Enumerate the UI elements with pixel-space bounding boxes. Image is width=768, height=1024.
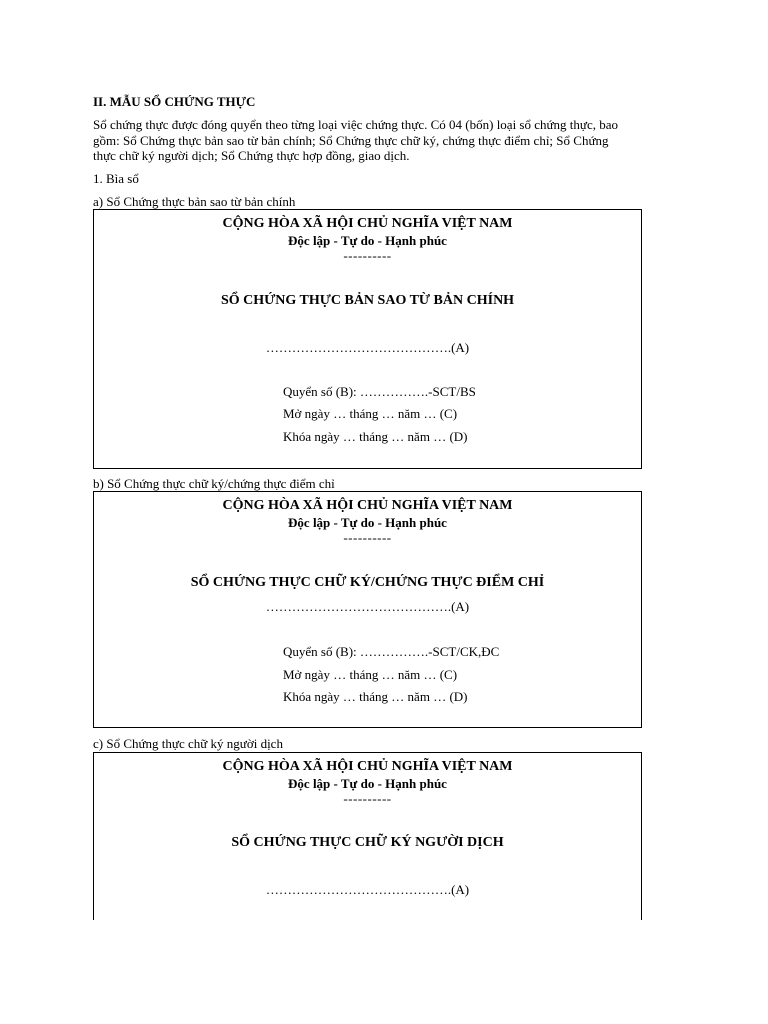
form-a-nation-header: CỘNG HÒA XÃ HỘI CHỦ NGHĨA VIỆT NAM — [222, 216, 513, 231]
form-a-book-title: SỔ CHỨNG THỰC BẢN SAO TỪ BẢN CHÍNH — [220, 293, 515, 308]
form-a-name-line: …………………………………….(A) — [265, 340, 470, 355]
form-b-close-date: Khóa ngày … tháng … năm … (D) — [283, 689, 468, 704]
form-b-caption: b) Sổ Chứng thực chữ ký/chứng thực điểm chỉ — [93, 476, 335, 491]
form-b-book-title: SỔ CHỨNG THỰC CHỮ KÝ/CHỨNG THỰC ĐIỂM CHỈ — [190, 575, 545, 590]
form-c-caption: c) Sổ Chứng thực chữ ký người dịch — [93, 736, 283, 751]
form-c-motto: Độc lập - Tự do - Hạnh phúc — [288, 776, 447, 791]
form-b-motto: Độc lập - Tự do - Hạnh phúc — [288, 515, 447, 530]
form-a-open-date: Mở ngày … tháng … năm … (C) — [283, 406, 458, 421]
form-a-cover-box — [93, 209, 642, 469]
form-a-close-date: Khóa ngày … tháng … năm … (D) — [283, 429, 468, 444]
form-b-open-date: Mở ngày … tháng … năm … (C) — [283, 667, 458, 682]
form-b-name-line: …………………………………….(A) — [265, 599, 470, 614]
form-b-book-number: Quyển số (B): …………….-SCT/CK,ĐC — [283, 644, 500, 659]
section-label-book-cover: 1. Bìa sổ — [93, 171, 139, 186]
form-c-name-line: …………………………………….(A) — [265, 882, 470, 897]
form-b-cover-box — [93, 491, 642, 728]
form-a-caption: a) Sổ Chứng thực bản sao từ bản chính — [93, 194, 296, 209]
form-b-nation-header: CỘNG HÒA XÃ HỘI CHỦ NGHĨA VIỆT NAM — [222, 498, 513, 513]
form-c-nation-header: CỘNG HÒA XÃ HỘI CHỦ NGHĨA VIỆT NAM — [222, 759, 513, 774]
intro-line: thực chữ ký người dịch; Sổ Chứng thực hợp đồng, giao dịch. — [93, 148, 410, 163]
section-heading: II. MẪU SỔ CHỨNG THỰC — [93, 94, 256, 109]
intro-paragraph — [93, 117, 673, 164]
form-a-book-number: Quyển số (B): …………….-SCT/BS — [283, 384, 476, 399]
intro-line: Sổ chứng thực được đóng quyển theo từng loại việc chứng thực. Có 04 (bốn) loại sổ chứng thực, bao — [93, 117, 619, 132]
form-b-divider: ---------- — [343, 530, 392, 545]
form-c-cover-box — [93, 752, 642, 920]
form-c-divider: ---------- — [343, 791, 392, 806]
form-c-book-title: SỔ CHỨNG THỰC CHỮ KÝ NGƯỜI DỊCH — [231, 835, 504, 850]
form-a-motto: Độc lập - Tự do - Hạnh phúc — [288, 233, 447, 248]
intro-line: gồm: Sổ Chứng thực bản sao từ bản chính; Sổ Chứng thực chữ ký, chứng thực điểm chỉ; Sổ Chứng — [93, 132, 609, 148]
form-a-divider: ---------- — [343, 248, 392, 263]
